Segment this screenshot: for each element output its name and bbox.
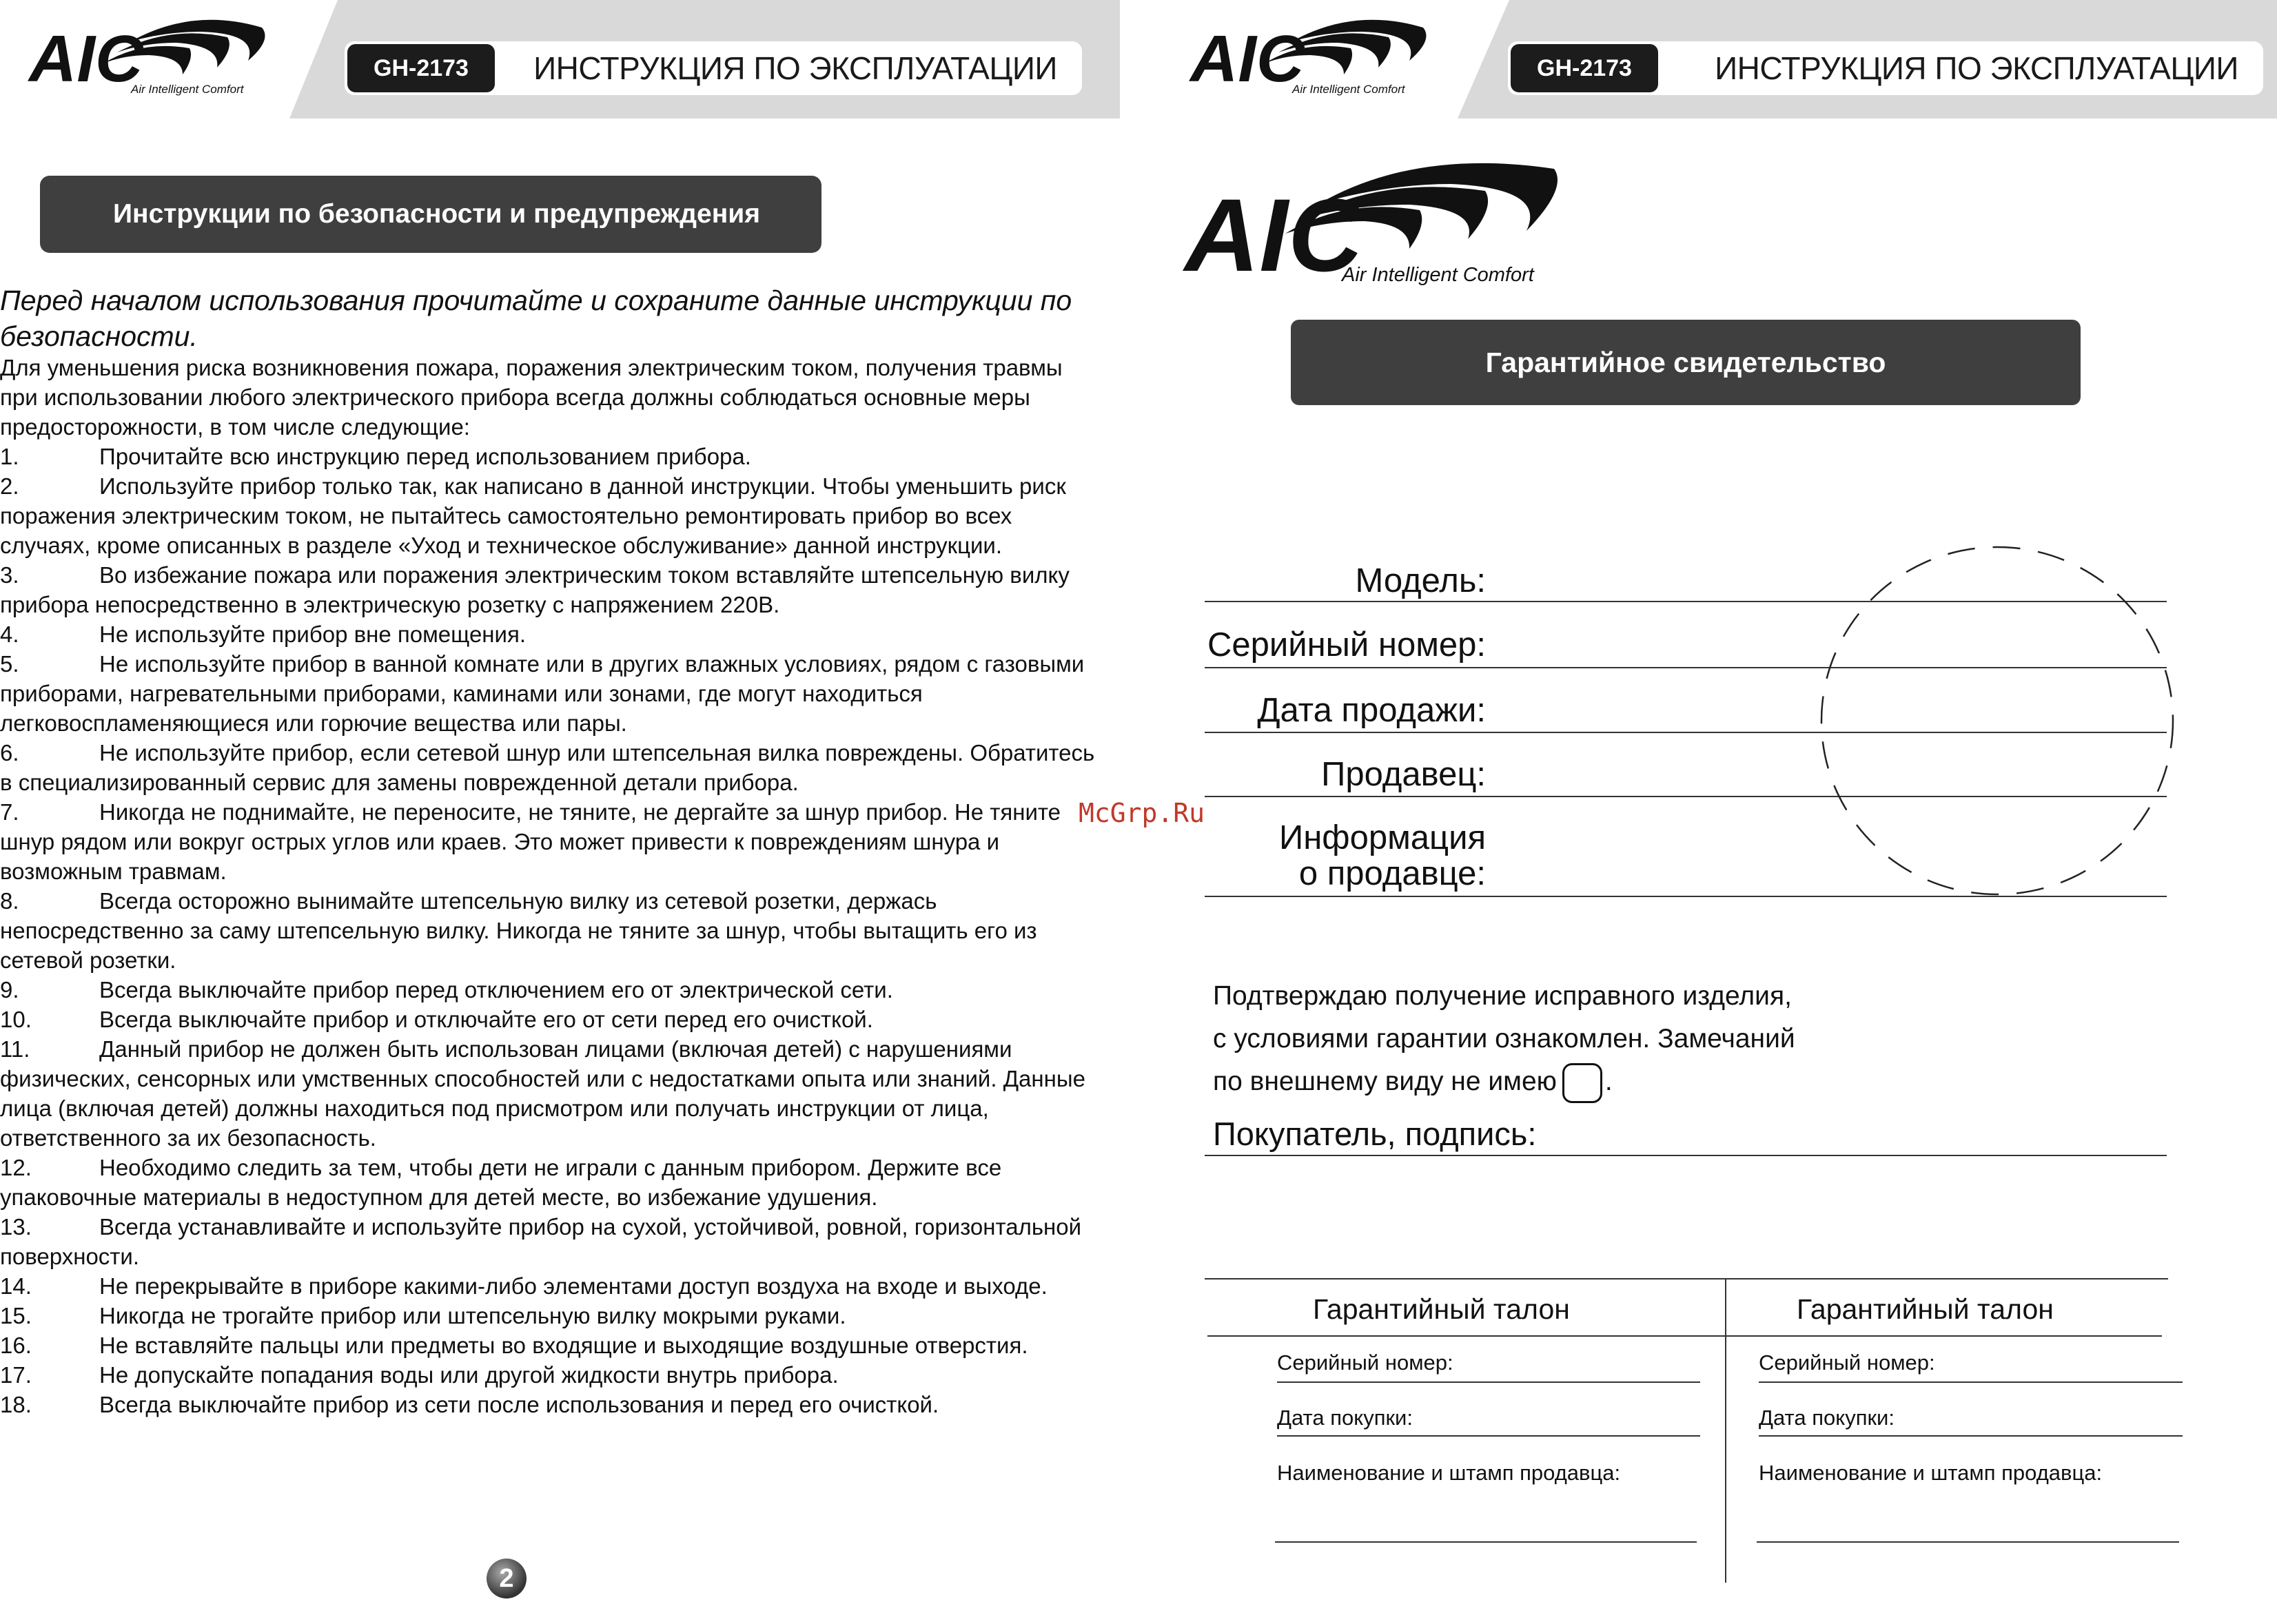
coupon-2-serial-line[interactable] [1759, 1381, 2183, 1383]
logo-tagline: Air Intelligent Comfort [131, 83, 244, 96]
safety-rule-text: Не используйте прибор, если сетевой шнур или штепсельная вилка повреждены. Обратитесь в специализированный сервис для замены поврежденной детали прибора. [0, 740, 1095, 795]
safety-rule-text: Всегда устанавливайте и используйте прибор на сухой, устойчивой, ровной, горизонтальной поверхности. [0, 1214, 1082, 1269]
safety-rule-text: Не перекрывайте в приборе какими-либо элементами доступ воздуха на входе и выходе. [99, 1273, 1048, 1299]
confirmation-text [1213, 975, 1795, 1103]
coupon-1-stamp-line[interactable] [1275, 1541, 1697, 1543]
model-code-badge: GH-2173 [1511, 44, 1658, 92]
coupon-2-stamp-label: Наименование и штамп продавца: [1759, 1461, 2103, 1485]
coupon-1-date-line[interactable] [1277, 1435, 1700, 1437]
right-header [0, 0, 2238, 119]
safety-rule [0, 975, 1103, 1005]
safety-rule-text: Данный прибор не должен быть использован лицами (включая детей) с нарушениями физических, сенсорных или умственных способностей или с недостатками опыта или знаний. Данные лица (включая детей) должны находиться под присмотром или получать инструкции от лица, ответственного за их безопасность. [0, 1036, 1085, 1151]
safety-rule-text: Всегда осторожно вынимайте штепсельную вилку из сетевой розетки, держась непосредственно за саму штепсельную вилку. Никогда не тяните за шнур, чтобы вытащить его из сетевой розетки. [0, 888, 1037, 973]
safety-rule-number: 1. [0, 444, 19, 469]
aic-logo [1189, 12, 1437, 102]
coupon-1-title: Гарантийный талон [1313, 1293, 1570, 1325]
safety-rule [0, 1360, 1103, 1390]
logo-tagline: Air Intelligent Comfort [1292, 83, 1405, 96]
page-number: 2 [487, 1559, 527, 1599]
safety-rule-number: 8. [0, 888, 19, 914]
safety-rule [0, 560, 1103, 619]
safety-rule-number: 14. [0, 1273, 32, 1299]
safety-rule [0, 471, 1103, 560]
safety-rule-number: 2. [0, 473, 19, 499]
model-code-badge: GH-2173 [347, 44, 495, 92]
safety-rule [0, 738, 1103, 797]
watermark: McGrp.Ru [1079, 798, 1205, 828]
safety-rule-text: Всегда выключайте прибор перед отключением его от электрической сети. [99, 977, 893, 1003]
safety-rule [0, 649, 1103, 738]
confirmation-line3 [1213, 1060, 1795, 1103]
field-model-label: Модель: [1355, 562, 1486, 599]
safety-rule [0, 1212, 1103, 1271]
coupon-2-date-label: Дата покупки: [1759, 1406, 1895, 1430]
safety-rule-number: 9. [0, 977, 19, 1003]
safety-rule [0, 442, 1103, 471]
safety-rule-text: Прочитайте всю инструкцию перед использованием прибора. [99, 444, 751, 469]
coupon-1-serial-line[interactable] [1277, 1381, 1700, 1383]
field-sale-date-label: Дата продажи: [1257, 692, 1486, 729]
logo-mark: AIC [29, 22, 143, 96]
safety-rule-number: 18. [0, 1392, 32, 1417]
safety-rule [0, 1271, 1103, 1301]
safety-section-title: Инструкции по безопасности и предупреждения [40, 176, 821, 253]
safety-rule-text: Никогда не трогайте прибор или штепсельную вилку мокрыми руками. [99, 1303, 846, 1328]
safety-rule-number: 13. [0, 1214, 32, 1240]
safety-rule-text: Необходимо следить за тем, чтобы дети не играли с данным прибором. Держите все упаковочные материалы в недоступном для детей месте, во избежание удушения. [0, 1155, 1002, 1210]
safety-rule [0, 1330, 1103, 1360]
coupon-1-title-line [1207, 1335, 1725, 1337]
safety-rule-text: Не используйте прибор в ванной комнате или в других влажных условиях, рядом с газовыми приборами, нагревательными приборами, каминами или зонами, где могут находиться легковоспламеняющиеся или горючие вещества или пары. [0, 651, 1085, 736]
safety-rule-text: Всегда выключайте прибор и отключайте его от сети перед его очисткой. [99, 1007, 873, 1032]
safety-rule-number: 5. [0, 651, 19, 677]
buyer-signature-label: Покупатель, подпись: [1213, 1116, 1537, 1152]
confirmation-line1: Подтверждаю получение исправного изделия, [1213, 981, 1792, 1011]
safety-rule-text: Не вставляйте пальцы или предметы во входящие и выходящие воздушные отверстия. [99, 1333, 1028, 1358]
safety-rule-number: 15. [0, 1303, 32, 1328]
safety-rule-number: 17. [0, 1362, 32, 1388]
confirmation-line3-text: по внешнему виду не имею [1213, 1067, 1557, 1096]
intro-italic: Перед началом использования прочитайте и сохраните данные инструкции по безопасности. [0, 285, 1072, 352]
coupon-1-stamp-label: Наименование и штамп продавца: [1277, 1461, 1621, 1485]
coupon-2-title: Гарантийный талон [1797, 1293, 2054, 1325]
safety-rule [0, 886, 1103, 975]
document-title: ИНСТРУКЦИЯ ПО ЭКСПЛУАТАЦИИ [533, 50, 1057, 86]
safety-rule-number: 10. [0, 1007, 32, 1032]
coupon-1-date-label: Дата покупки: [1277, 1406, 1413, 1430]
intro-text: Для уменьшения риска возникновения пожара, поражения электрическим током, получения травмы при использовании любого электрического прибора всегда должны соблюдаться основные меры предосторожности, в том числе следующие: [0, 355, 1063, 440]
no-remarks-checkbox[interactable] [1562, 1063, 1602, 1103]
field-seller-info-label [1279, 820, 1486, 892]
stamp-circle [1817, 543, 2178, 898]
coupon-2-stamp-line[interactable] [1757, 1541, 2179, 1543]
aic-logo-large [1182, 155, 1568, 293]
safety-rule-number: 16. [0, 1333, 32, 1358]
coupon-2-serial-label: Серийный номер: [1759, 1350, 1935, 1375]
coupon-1-serial-label: Серийный номер: [1277, 1350, 1453, 1375]
safety-rule-number: 4. [0, 621, 19, 647]
safety-rule [0, 1005, 1103, 1034]
header-pill [1508, 41, 2263, 95]
field-serial-label: Серийный номер: [1207, 626, 1486, 664]
safety-rule [0, 1034, 1103, 1153]
warranty-certificate-title: Гарантийное свидетельство [1291, 320, 2081, 405]
safety-rule-text: Во избежание пожара или поражения электрическим током вставляйте штепсельную вилку прибора непосредственно в электрическую розетку с напряжением 220В. [0, 562, 1070, 617]
field-seller-info-line2: о продавце: [1298, 855, 1486, 892]
safety-rule [0, 619, 1103, 649]
safety-rule-text: Не используйте прибор вне помещения. [99, 621, 526, 647]
field-seller-label: Продавец: [1321, 756, 1486, 793]
confirmation-line2: с условиями гарантии ознакомлен. Замечаний [1213, 1024, 1795, 1053]
safety-rules-list [0, 442, 1103, 1419]
safety-rule-text: Всегда выключайте прибор из сети после использования и перед его очисткой. [99, 1392, 939, 1417]
safety-rule-number: 6. [0, 740, 19, 765]
coupon-divider [1725, 1279, 1726, 1583]
safety-rule-text: Не допускайте попадания воды или другой жидкости внутрь прибора. [99, 1362, 839, 1388]
safety-rule-number: 7. [0, 799, 19, 825]
logo-mark: AIC [1190, 22, 1305, 96]
buyer-signature-line[interactable] [1205, 1155, 2167, 1156]
document-title: ИНСТРУКЦИЯ ПО ЭКСПЛУАТАЦИИ [1715, 50, 2238, 86]
logo-tagline: Air Intelligent Comfort [1342, 264, 1534, 286]
safety-rule [0, 1301, 1103, 1330]
safety-rule-number: 12. [0, 1155, 32, 1180]
coupon-2-title-line [1726, 1335, 2162, 1337]
coupon-2-date-line[interactable] [1759, 1435, 2183, 1437]
safety-rule-number: 11. [0, 1036, 30, 1062]
safety-rule-text: Используйте прибор только так, как написано в данной инструкции. Чтобы уменьшить риск поражения электрическим током, не пытайтесь самостоятельно ремонтировать прибор во всех случаях, кроме описанных в разделе «Уход и техническое обслуживание» данной инструкции. [0, 473, 1066, 558]
confirmation-line3-end: . [1604, 1067, 1613, 1096]
safety-rule [0, 1390, 1103, 1419]
safety-rule-text: Никогда не поднимайте, не переносите, не тяните, не дергайте за шнур прибор. Не тяните шнур рядом или вокруг острых углов или краев. Это может привести к повреждениям шнура и возможным травмам. [0, 799, 1061, 884]
safety-rule [0, 797, 1103, 886]
logo-mark: AIC [1185, 177, 1363, 293]
safety-rule [0, 1153, 1103, 1212]
safety-rule-number: 3. [0, 562, 19, 588]
coupon-top-line [1205, 1278, 2168, 1279]
field-seller-info-line1: Информация [1278, 819, 1486, 856]
